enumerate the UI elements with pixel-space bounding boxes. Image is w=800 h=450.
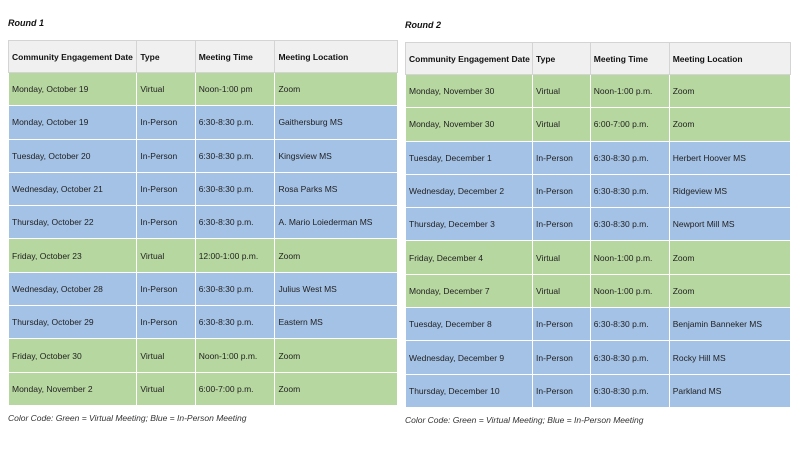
type-cell: In-Person [137, 172, 195, 205]
table-row [406, 208, 791, 241]
type-cell: Virtual [137, 239, 195, 272]
type-cell: In-Person [137, 306, 195, 339]
round-1-table [8, 40, 398, 406]
header-time: Meeting Time [590, 43, 669, 75]
time-cell: Noon-1:00 p.m. [590, 75, 669, 108]
location-cell: Kingsview MS [275, 139, 398, 172]
type-cell: Virtual [533, 108, 591, 141]
round-2-table [405, 42, 791, 408]
date-cell: Thursday, December 3 [406, 208, 533, 241]
table-row [406, 174, 791, 207]
round-2-panel [405, 20, 791, 426]
time-cell: 6:30-8:30 p.m. [195, 106, 275, 139]
time-cell: 6:30-8:30 p.m. [590, 341, 669, 374]
time-cell: Noon-1:00 p.m. [195, 339, 275, 372]
table-row [9, 306, 398, 339]
time-cell: 6:30-8:30 p.m. [195, 172, 275, 205]
round-1-title: Round 1 [8, 18, 44, 28]
date-cell: Wednesday, December 9 [406, 341, 533, 374]
type-cell: In-Person [137, 272, 195, 305]
table-row [406, 141, 791, 174]
date-cell: Monday, November 30 [406, 108, 533, 141]
header-type: Type [137, 41, 195, 73]
header-time: Meeting Time [195, 41, 275, 73]
header-location: Meeting Location [669, 43, 790, 75]
table-row [406, 108, 791, 141]
type-cell: Virtual [137, 372, 195, 405]
table-row [406, 374, 791, 407]
location-cell: Ridgeview MS [669, 174, 790, 207]
header-type: Type [533, 43, 591, 75]
location-cell: Julius West MS [275, 272, 398, 305]
location-cell: A. Mario Loiederman MS [275, 206, 398, 239]
type-cell: In-Person [533, 374, 591, 407]
location-cell: Zoom [669, 241, 790, 274]
time-cell: 6:00-7:00 p.m. [195, 372, 275, 405]
date-cell: Monday, December 7 [406, 274, 533, 307]
table-row [406, 341, 791, 374]
type-cell: Virtual [137, 339, 195, 372]
table-header-row [9, 41, 398, 73]
date-cell: Wednesday, October 28 [9, 272, 137, 305]
date-cell: Friday, October 30 [9, 339, 137, 372]
type-cell: In-Person [533, 208, 591, 241]
date-cell: Tuesday, December 8 [406, 308, 533, 341]
location-cell: Parkland MS [669, 374, 790, 407]
location-cell: Zoom [275, 339, 398, 372]
date-cell: Monday, November 2 [9, 372, 137, 405]
table-row [406, 274, 791, 307]
type-cell: In-Person [137, 206, 195, 239]
color-legend: Color Code: Green = Virtual Meeting; Blue = In-Person Meeting [405, 414, 644, 425]
time-cell: 12:00-1:00 p.m. [195, 239, 275, 272]
date-cell: Thursday, October 29 [9, 306, 137, 339]
type-cell: In-Person [137, 106, 195, 139]
date-cell: Monday, October 19 [9, 73, 137, 106]
time-cell: 6:30-8:30 p.m. [590, 174, 669, 207]
time-cell: 6:30-8:30 p.m. [195, 272, 275, 305]
date-cell: Wednesday, October 21 [9, 172, 137, 205]
time-cell: 6:30-8:30 p.m. [590, 141, 669, 174]
table-row [9, 239, 398, 272]
location-cell: Herbert Hoover MS [669, 141, 790, 174]
type-cell: In-Person [533, 308, 591, 341]
type-cell: In-Person [137, 139, 195, 172]
time-cell: 6:30-8:30 p.m. [590, 374, 669, 407]
table-row [406, 241, 791, 274]
type-cell: Virtual [533, 241, 591, 274]
type-cell: In-Person [533, 341, 591, 374]
date-cell: Friday, December 4 [406, 241, 533, 274]
time-cell: 6:00-7:00 p.m. [590, 108, 669, 141]
date-cell: Friday, October 23 [9, 239, 137, 272]
table-row [9, 172, 398, 205]
location-cell: Zoom [669, 274, 790, 307]
location-cell: Zoom [275, 372, 398, 405]
table-row [9, 139, 398, 172]
location-cell: Eastern MS [275, 306, 398, 339]
header-location: Meeting Location [275, 41, 398, 73]
round-1-panel [8, 18, 398, 424]
color-legend: Color Code: Green = Virtual Meeting; Blue = In-Person Meeting [8, 412, 247, 423]
date-cell: Tuesday, October 20 [9, 139, 137, 172]
location-cell: Zoom [669, 75, 790, 108]
type-cell: Virtual [137, 73, 195, 106]
location-cell: Zoom [275, 73, 398, 106]
location-cell: Benjamin Banneker MS [669, 308, 790, 341]
date-cell: Tuesday, December 1 [406, 141, 533, 174]
location-cell: Rosa Parks MS [275, 172, 398, 205]
date-cell: Thursday, December 10 [406, 374, 533, 407]
table-row [9, 372, 398, 405]
table-row [9, 106, 398, 139]
time-cell: 6:30-8:30 p.m. [195, 306, 275, 339]
date-cell: Monday, November 30 [406, 75, 533, 108]
location-cell: Gaithersburg MS [275, 106, 398, 139]
location-cell: Zoom [669, 108, 790, 141]
time-cell: Noon-1:00 p.m. [590, 274, 669, 307]
type-cell: In-Person [533, 141, 591, 174]
table-row [406, 308, 791, 341]
table-header-row [406, 43, 791, 75]
type-cell: Virtual [533, 274, 591, 307]
table-row [9, 206, 398, 239]
type-cell: Virtual [533, 75, 591, 108]
time-cell: 6:30-8:30 p.m. [195, 206, 275, 239]
date-cell: Monday, October 19 [9, 106, 137, 139]
date-cell: Thursday, October 22 [9, 206, 137, 239]
table-row [9, 73, 398, 106]
time-cell: 6:30-8:30 p.m. [195, 139, 275, 172]
time-cell: 6:30-8:30 p.m. [590, 308, 669, 341]
header-date: Community Engagement Date [9, 41, 137, 73]
time-cell: Noon-1:00 pm [195, 73, 275, 106]
table-row [406, 75, 791, 108]
table-row [9, 339, 398, 372]
location-cell: Rocky Hill MS [669, 341, 790, 374]
time-cell: Noon-1:00 p.m. [590, 241, 669, 274]
time-cell: 6:30-8:30 p.m. [590, 208, 669, 241]
header-date: Community Engagement Date [406, 43, 533, 75]
round-2-title: Round 2 [405, 20, 441, 30]
location-cell: Zoom [275, 239, 398, 272]
round-2-body [406, 75, 791, 408]
date-cell: Wednesday, December 2 [406, 174, 533, 207]
type-cell: In-Person [533, 174, 591, 207]
location-cell: Newport Mill MS [669, 208, 790, 241]
round-1-body [9, 73, 398, 406]
table-row [9, 272, 398, 305]
